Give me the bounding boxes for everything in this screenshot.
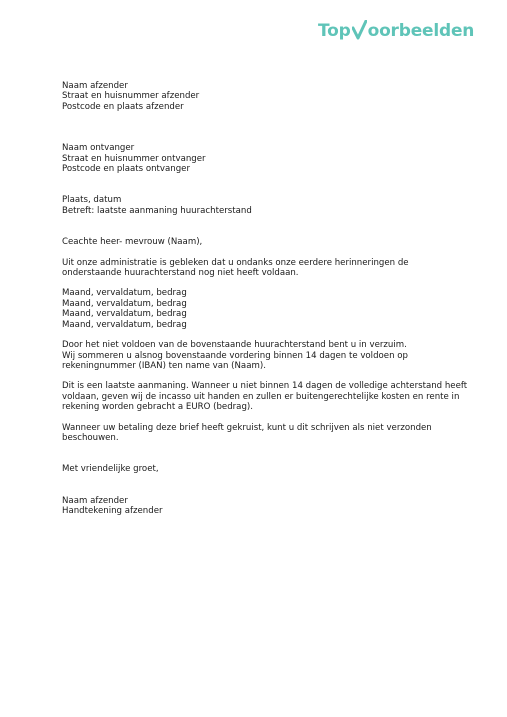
arrears-list: [62, 288, 462, 330]
signature-line: Handtekening afzender: [62, 506, 163, 517]
list-item: Maand, vervaldatum, bedrag: [62, 319, 187, 330]
place-subject-block: [62, 195, 462, 216]
list-item: Maand, vervaldatum, bedrag: [62, 309, 187, 320]
logo-text-oorbeelden: oorbeelden: [367, 21, 475, 41]
sender-block: [62, 81, 462, 112]
letter-body: [62, 81, 468, 517]
sender-postcode: Postcode en plaats afzender: [62, 101, 184, 112]
logo-text-top: Top: [318, 21, 351, 41]
salutation: Ceachte heer- mevrouw (Naam),: [62, 237, 203, 248]
paragraph-4: Wanneer uw betaling deze brief heeft gekruist, kunt u dit schrijven als niet verzonden beschouwen.: [62, 422, 432, 443]
sender-name: Naam afzender: [62, 81, 128, 91]
list-item: Maand, vervaldatum, bedrag: [62, 288, 187, 299]
logo-checkmark-icon: [352, 20, 367, 40]
list-item: Maand, vervaldatum, bedrag: [62, 298, 187, 309]
recipient-name: Naam ontvanger: [62, 143, 135, 154]
recipient-postcode: Postcode en plaats ontvanger: [62, 164, 191, 175]
closing: Met vriendelijke groet,: [62, 464, 159, 475]
subject-line: Betreft: laatste aanmaning huurachterstand: [62, 205, 252, 216]
sender-street: Straat en huisnummer afzender: [62, 91, 200, 102]
recipient-block: [62, 143, 462, 174]
topvoorbeelden-logo: [318, 20, 474, 40]
paragraph-1: Uit onze administratie is gebleken dat u ondanks onze eerdere herinneringen de onderstaande huurachterstand nog niet heeft voldaan.: [62, 257, 409, 279]
signature-block: [62, 496, 462, 517]
recipient-street: Straat en huisnummer ontvanger: [62, 153, 206, 164]
signature-name: Naam afzender: [62, 495, 128, 506]
place-date: Plaats, datum: [62, 195, 122, 206]
paragraph-2: Door het niet voldoen van de bovenstaande huurachterstand bent u in verzuim. Wij sommeren u alsnog bovenstaande vordering binnen 14 dagen te voldoen op rekeningnummer (IBAN) ten name van (Naam).: [62, 340, 408, 371]
paragraph-3: Dit is een laatste aanmaning. Wanneer u niet binnen 14 dagen de volledige achterstand heeft voldaan, geven wij de incasso uit handen en zullen er buitengerechtelijke kosten en rente in rekening worden gebracht a EURO (bedrag).: [62, 381, 468, 413]
